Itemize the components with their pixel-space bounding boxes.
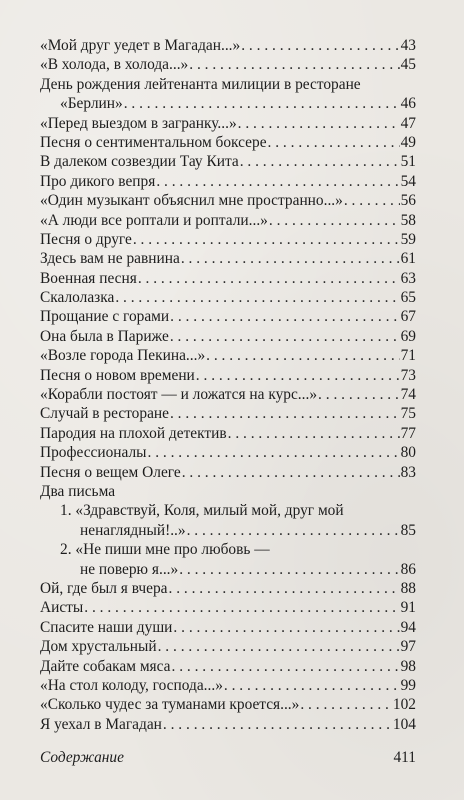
toc-entry <box>40 191 416 210</box>
toc-entry <box>40 211 416 230</box>
toc-entry-title: «Один музыкант объяснил мне пространно...» <box>40 192 343 210</box>
dot-leader <box>179 560 399 579</box>
toc-entry-page: 86 <box>400 560 416 578</box>
toc-entry-title: Про дикого вепря <box>40 172 156 190</box>
toc-subentry-title: ненаглядный!..» <box>80 521 186 539</box>
toc-entry <box>40 152 416 171</box>
dot-leader <box>240 152 400 171</box>
toc-entry-title: «А люди все роптали и роптали...» <box>40 211 268 229</box>
toc-entry <box>40 637 416 656</box>
toc-entry-title: Я уехал в Магадан <box>40 715 162 733</box>
toc-entry-page: 85 <box>400 521 416 539</box>
toc-entry-page: 75 <box>400 405 416 423</box>
toc-entry-title: «Перед выездом в загранку...» <box>40 114 237 132</box>
toc-entry-title: Песня о сентиментальном боксере <box>40 133 267 151</box>
dot-leader <box>241 36 399 55</box>
dot-leader <box>115 288 399 307</box>
toc-entry-page: 73 <box>400 366 416 384</box>
toc-entry-page: 94 <box>400 618 416 636</box>
toc-entry <box>40 598 416 617</box>
toc-entry <box>40 327 416 346</box>
toc-entry-page: 88 <box>400 579 416 597</box>
dot-leader <box>170 327 400 346</box>
toc-entry-page: 71 <box>400 347 416 365</box>
toc-entry <box>40 288 416 307</box>
dot-leader <box>269 211 400 230</box>
toc-entry-page: 43 <box>400 37 416 54</box>
running-footer-section: Содержание <box>40 749 124 766</box>
dot-leader <box>182 463 400 482</box>
dot-leader <box>196 366 400 385</box>
toc-entry-page: 58 <box>400 211 416 229</box>
toc-entry-title-continuation: «Берлин» <box>60 95 123 113</box>
toc-entry-page: 69 <box>400 327 416 345</box>
dot-leader <box>163 715 392 734</box>
toc-entry-title: «В холода, в холода...» <box>40 56 189 74</box>
page-footer <box>40 748 416 768</box>
toc-entry <box>40 715 416 734</box>
dot-leader <box>206 346 399 365</box>
toc-entry-page: 56 <box>400 192 416 210</box>
dot-leader <box>187 521 400 540</box>
toc-entry-title: Ой, где был я вчера <box>40 579 168 597</box>
toc-entry-page: 74 <box>400 386 416 404</box>
toc-entry-title: Случай в ресторане <box>40 405 169 423</box>
toc-entry <box>40 230 416 249</box>
toc-entry-page: 59 <box>400 230 416 248</box>
toc-entry <box>40 366 416 385</box>
toc-entry <box>40 676 416 695</box>
toc-entry-title: Военная песня <box>40 269 137 287</box>
dot-leader <box>170 404 400 423</box>
toc-entry-page: 83 <box>400 463 416 481</box>
dot-leader <box>170 307 399 326</box>
toc-entry-title: В далеком созвездии Тау Кита <box>40 153 239 171</box>
dot-leader <box>344 191 400 210</box>
toc-entry-title: «Корабли постоят — и ложатся на курс...» <box>40 386 318 404</box>
toc-entry-page: 65 <box>400 289 416 307</box>
toc-entry <box>40 404 416 423</box>
toc-entry-page: 47 <box>400 114 416 132</box>
dot-leader <box>124 94 400 113</box>
toc-entry <box>40 55 416 74</box>
dot-leader <box>169 579 400 598</box>
toc-entry-title: Прощание с горами <box>40 308 170 326</box>
toc-entry-title: Дом хрустальный <box>40 638 157 656</box>
toc-entry-title: Песня о новом времени <box>40 366 195 384</box>
toc-entry <box>40 443 416 462</box>
toc-entry <box>40 695 416 714</box>
toc-entry-page: 67 <box>400 308 416 326</box>
dot-leader <box>238 114 400 133</box>
toc-entry-page: 80 <box>400 444 416 462</box>
dot-leader <box>300 695 392 714</box>
toc-entry <box>40 463 416 482</box>
dot-leader <box>172 657 400 676</box>
dot-leader <box>138 269 400 288</box>
toc-entry-page: 46 <box>400 95 416 113</box>
toc-entry-page: 61 <box>400 250 416 268</box>
toc-entry <box>40 385 416 404</box>
toc-entry <box>40 307 416 326</box>
toc-entry <box>40 133 416 152</box>
toc-entry-title: «Возле города Пекина...» <box>40 347 206 365</box>
toc-entry-page: 54 <box>400 172 416 190</box>
toc-entry-title: Пародия на плохой детектив <box>40 424 227 442</box>
toc-subentry-line: 2. «Не пиши мне про любовь — <box>60 541 270 559</box>
toc-entry-page: 91 <box>400 599 416 617</box>
toc-entry <box>40 36 416 55</box>
dot-leader <box>158 637 400 656</box>
dot-leader <box>173 618 399 637</box>
toc-entry-title: «Мой друг уедет в Магадан...» <box>40 37 241 54</box>
toc-entry-page: 63 <box>400 269 416 287</box>
toc-entry <box>40 657 416 676</box>
toc-entry-title: Дайте собакам мяса <box>40 657 171 675</box>
dot-leader <box>84 598 399 617</box>
toc-subentry <box>40 521 416 540</box>
toc-entry-title: Скалолазка <box>40 289 115 307</box>
toc-entry-page: 104 <box>392 715 416 733</box>
dot-leader <box>224 676 400 695</box>
toc-entry-title-line: День рождения лейтенанта милиции в ресторане <box>40 75 361 93</box>
toc-entry-title: Здесь вам не равнина <box>40 250 180 268</box>
page-number: 411 <box>393 749 416 766</box>
toc-entry <box>40 94 416 113</box>
dot-leader <box>189 55 399 74</box>
dot-leader <box>268 133 400 152</box>
toc-entry <box>40 579 416 598</box>
toc-entry-page: 49 <box>400 133 416 151</box>
toc-entry-title: «Сколько чудес за туманами кроется...» <box>40 696 300 714</box>
toc-entry-title: Песня о вещем Олеге <box>40 463 181 481</box>
toc-entry <box>40 114 416 133</box>
toc-subentry-line: 1. «Здравствуй, Коля, милый мой, друг мой <box>60 502 344 520</box>
toc-subentry-title: не поверю я...» <box>80 560 179 578</box>
toc-entry-title: Аисты <box>40 599 84 617</box>
toc-entry <box>40 618 416 637</box>
toc-entry-page: 51 <box>400 153 416 171</box>
toc-entry-page: 98 <box>400 657 416 675</box>
toc-entry-title: «На стол колоду, господа...» <box>40 676 223 694</box>
toc-entry-page: 99 <box>400 676 416 694</box>
toc-entry-page: 97 <box>400 638 416 656</box>
toc-subentry <box>40 560 416 579</box>
toc-entry <box>40 269 416 288</box>
toc-entry-title: Спасите наши души <box>40 618 173 636</box>
toc-entry-page: 77 <box>400 424 416 442</box>
toc-group-title: Два письма <box>40 482 116 500</box>
toc-entry <box>40 424 416 443</box>
toc-entry-page: 102 <box>392 696 416 714</box>
table-of-contents <box>40 36 416 734</box>
dot-leader <box>133 230 400 249</box>
toc-entry <box>40 346 416 365</box>
toc-entry <box>40 172 416 191</box>
dot-leader <box>181 249 400 268</box>
dot-leader <box>156 172 399 191</box>
toc-entry-title: Профессионалы <box>40 444 147 462</box>
toc-entry-title: Песня о друге <box>40 230 132 248</box>
toc-entry <box>40 249 416 268</box>
dot-leader <box>148 443 400 462</box>
toc-entry-title: Она была в Париже <box>40 327 169 345</box>
dot-leader <box>318 385 400 404</box>
dot-leader <box>228 424 400 443</box>
toc-entry-page: 45 <box>400 56 416 74</box>
